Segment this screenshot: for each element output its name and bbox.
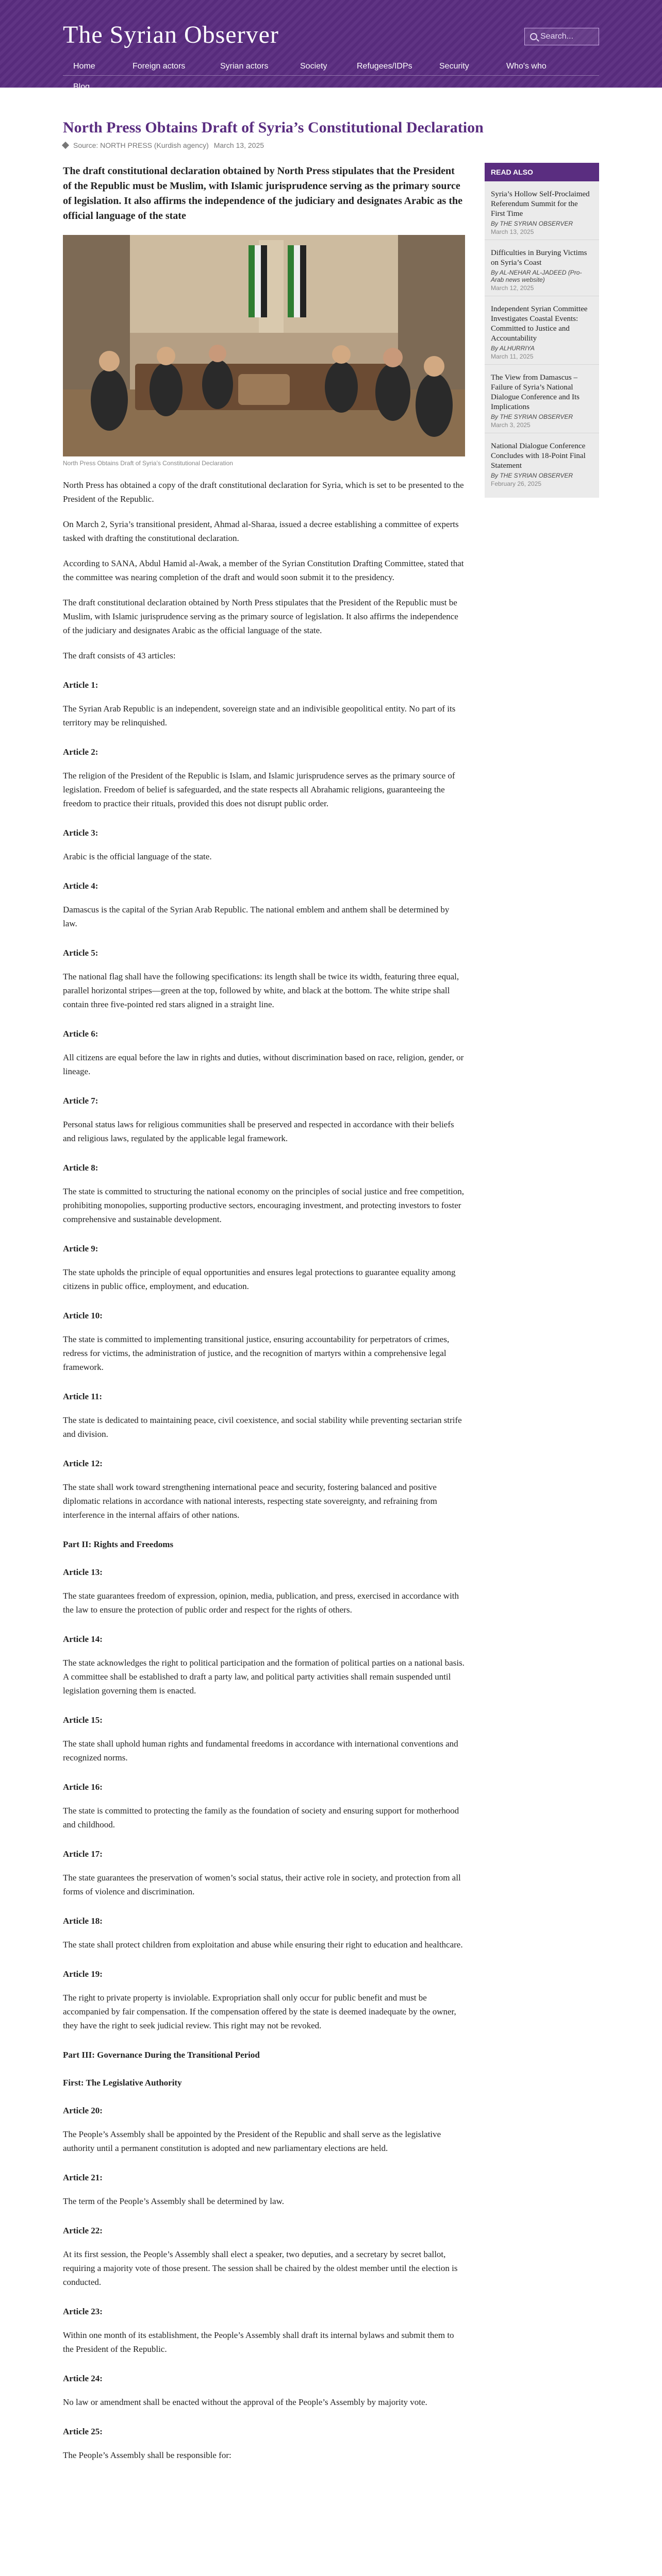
photo-caption: North Press Obtains Draft of Syria’s Constitutional Declaration (63, 460, 233, 467)
paragraph: The right to private property is inviolable. Expropriation shall only occur for public benefit and must be accompanied by fair compensation. If the compensation offered by the state is deemed inadequate by the owner, they have the right to seek judicial review. This right may not be revoked. (63, 1993, 456, 2030)
read-also-sidebar (485, 163, 599, 498)
section-heading: Article 4: (63, 881, 98, 891)
paragraph: The state is committed to structuring the national economy on the principles of social justice and free competition, prohibiting monopolies, supporting productive sectors, encouraging investment, and protecting investors to foster comprehensive and sustainable development. (63, 1187, 465, 1224)
related-date: March 12, 2025 (491, 284, 534, 292)
nav-item-syrian-actors[interactable]: Syrian actors (220, 62, 269, 71)
paragraph: The state upholds the principle of equal opportunities and ensures legal protections to guarantee equality among citizens in public office, employment, and education. (63, 1267, 456, 1291)
related-title[interactable]: The View from Damascus – Failure of Syria’s National Dialogue Conference and Its Implications (491, 374, 580, 411)
section-heading: Article 17: (63, 1849, 103, 1859)
site-header (0, 0, 662, 91)
paragraph: The religion of the President of the Republic is Islam, and Islamic jurisprudence serves as the primary source of legislation. Freedom of belief is safeguarded, and the state respects all Abrahamic religions, guaranteeing the freedom to practice their rituals, provided this does not disrupt public order. (63, 771, 455, 808)
section-heading: Article 24: (63, 2374, 103, 2383)
related-source: By THE SYRIAN OBSERVER (491, 413, 573, 420)
related-title[interactable]: Independent Syrian Committee Investigates Coastal Events: Committed to Justice and Accountability (491, 305, 588, 343)
section-heading: Article 19: (63, 1969, 103, 1979)
paragraph: The state shall protect children from exploitation and abuse while ensuring their right to education and healthcare. (63, 1940, 463, 1950)
article-body (63, 478, 465, 2462)
paragraph: The People’s Assembly shall be responsible for: (63, 2450, 231, 2460)
list-item[interactable] (485, 240, 599, 296)
section-heading: Article 1: (63, 680, 98, 690)
article-meta (63, 141, 465, 149)
related-date: March 13, 2025 (491, 228, 534, 235)
related-source: By THE SYRIAN OBSERVER (491, 220, 573, 227)
paragraph: The state shall uphold human rights and fundamental freedoms in accordance with international conventions and recognized norms. (63, 1739, 458, 1762)
section-heading: Article 23: (63, 2307, 103, 2316)
paragraph: The state is committed to protecting the family as the foundation of society and ensuring support for motherhood and childhood. (63, 1806, 459, 1829)
list-item[interactable] (485, 181, 599, 240)
section-heading: Part III: Governance During the Transitional Period (63, 2050, 260, 2060)
nav-item-society[interactable]: Society (300, 62, 327, 71)
sidebar-heading: READ ALSO (485, 163, 599, 181)
list-item[interactable] (485, 296, 599, 365)
related-date: February 26, 2025 (491, 480, 542, 487)
meeting-room-image (63, 235, 465, 456)
list-item[interactable] (485, 365, 599, 433)
section-heading: Article 12: (63, 1459, 103, 1468)
section-heading: Article 2: (63, 747, 98, 757)
paragraph: On March 2, Syria’s transitional president, Ahmad al-Sharaa, issued a decree establishing a committee of experts tasked with drafting the constitutional declaration. (63, 519, 459, 543)
related-date: March 3, 2025 (491, 421, 531, 429)
related-title[interactable]: Syria’s Hollow Self-Proclaimed Referendum Summit for the First Time (491, 190, 590, 218)
article-date: March 13, 2025 (213, 141, 264, 149)
related-title[interactable]: Difficulties in Burying Victims on Syria’s Coast (491, 249, 587, 267)
nav-item-foreign-actors[interactable]: Foreign actors (133, 62, 186, 71)
section-heading: Article 10: (63, 1311, 103, 1320)
section-heading: Article 13: (63, 1567, 103, 1577)
paragraph: The draft consists of 43 articles: (63, 651, 176, 660)
pen-icon (62, 142, 69, 149)
related-source: By ALHURRIYA (491, 345, 535, 352)
paragraph: All citizens are equal before the law in rights and duties, without discrimination based on race, religion, gender, or lineage. (63, 1053, 464, 1076)
paragraph: The state acknowledges the right to political participation and the formation of political parties on a national basis. A committee shall be established to draft a party law, and political party activities shall remain suspended until legislation governing them is enacted. (63, 1658, 465, 1696)
paragraph: The draft constitutional declaration obtained by North Press stipulates that the President of the Republic must be Muslim, with Islamic jurisprudence serving as the primary source of legislation. It also affirms the independence of the judiciary and designates Arabic as the official language of the state. (63, 598, 458, 635)
related-source: By AL-NEHAR AL-JADEED (Pro-Arab news website) (491, 269, 582, 283)
paragraph: The state guarantees freedom of expression, opinion, media, publication, and press, exercised in accordance with the law to ensure the protection of public order and respect for the rights of others. (63, 1591, 459, 1615)
section-heading: Article 3: (63, 828, 98, 838)
paragraph: According to SANA, Abdul Hamid al-Awak, a member of the Syrian Constitution Drafting Committee, stated that the committee was nearing completion of the draft and would soon submit it to the presidency. (63, 558, 464, 582)
section-heading: Article 21: (63, 2173, 103, 2182)
article-lede: The draft constitutional declaration obtained by North Press stipulates that the President of the Republic must be Muslim, with Islamic jurisprudence serving as the primary source of legislation. It also affirms the independence of the judiciary and designates Arabic as the official language of the state (63, 165, 462, 222)
section-heading: Article 14: (63, 1634, 103, 1644)
nav-item-home[interactable]: Home (73, 62, 95, 71)
section-heading: Article 6: (63, 1029, 98, 1039)
paragraph: Personal status laws for religious communities shall be preserved and respected in accordance with their beliefs and religious laws, regulated by the applicable legal framework. (63, 1120, 454, 1143)
article-source[interactable]: Source: NORTH PRESS (Kurdish agency) (73, 141, 209, 149)
paragraph: The term of the People’s Assembly shall be determined by law. (63, 2196, 284, 2206)
paragraph: At its first session, the People’s Assembly shall elect a speaker, two deputies, and a secretary by secret ballot, requiring a majority vote of those present. The session shall be chaired by the oldest member until the election is conducted. (63, 2249, 458, 2287)
related-title[interactable]: National Dialogue Conference Concludes with 18-Point Final Statement (491, 442, 586, 470)
search-input[interactable] (524, 28, 599, 45)
article-title: North Press Obtains Draft of Syria’s Constitutional Declaration (63, 119, 484, 136)
paragraph: No law or amendment shall be enacted without the approval of the People’s Assembly by majority vote. (63, 2397, 427, 2407)
related-date: March 11, 2025 (491, 353, 534, 360)
section-heading: Article 7: (63, 1096, 98, 1106)
section-heading: Article 25: (63, 2427, 103, 2436)
paragraph: The state is dedicated to maintaining peace, civil coexistence, and social stability while preventing sectarian strife and division. (63, 1415, 462, 1439)
section-heading: Article 20: (63, 2106, 103, 2115)
section-heading: Article 5: (63, 948, 98, 958)
section-heading: Article 15: (63, 1715, 103, 1725)
paragraph: Within one month of its establishment, the People’s Assembly shall draft its internal bylaws and submit them to the President of the Republic. (63, 2330, 454, 2354)
section-heading: Article 9: (63, 1244, 98, 1253)
section-heading: Article 22: (63, 2226, 103, 2235)
section-heading: Article 8: (63, 1163, 98, 1173)
paragraph: The People’s Assembly shall be appointed by the President of the Republic and shall serve as the legislative authority until a permanent constitution is adopted and new parliamentary elections are held. (63, 2129, 441, 2153)
paragraph: The national flag shall have the following specifications: its length shall be twice its width, featuring three equal, parallel horizontal stripes—green at the top, followed by white, and black at the bottom. The white stripe shall contain three five-pointed red stars aligned in a straight line. (63, 972, 459, 1009)
paragraph: The Syrian Arab Republic is an independent, sovereign state and an indivisible geopolitical entity. No part of its territory may be relinquished. (63, 704, 456, 727)
search-placeholder: Search... (540, 32, 574, 41)
paragraph: North Press has obtained a copy of the draft constitutional declaration for Syria, which is set to be presented to the President of the Republic. (63, 480, 464, 504)
section-heading: Article 11: (63, 1392, 102, 1401)
site-title[interactable]: The Syrian Observer (63, 21, 279, 48)
nav-item-whos-who[interactable]: Who's who (506, 62, 547, 71)
section-heading: Article 18: (63, 1916, 103, 1926)
paragraph: Arabic is the official language of the state. (63, 852, 212, 861)
nav-item-security[interactable]: Security (439, 62, 469, 71)
paragraph: The state shall work toward strengthening international peace and security, fostering balanced and positive diplomatic relations in accordance with national interests, respecting state sovereignty, and refraining from interference in the internal affairs of other nations. (63, 1482, 437, 1520)
section-heading: Part II: Rights and Freedoms (63, 1539, 174, 1549)
nav-item-refugees[interactable]: Refugees/IDPs (357, 62, 412, 71)
list-item[interactable] (485, 433, 599, 492)
paragraph: The state is committed to implementing transitional justice, ensuring accountability for perpetrators of crimes, redress for victims, the administration of justice, and the recognition of martyrs within a comprehensive legal framework. (63, 1334, 450, 1372)
article (63, 118, 484, 2462)
section-heading: First: The Legislative Authority (63, 2078, 182, 2088)
related-source: By THE SYRIAN OBSERVER (491, 472, 573, 479)
nav-divider (63, 75, 599, 76)
article-photo (63, 235, 465, 456)
nav-item-blog[interactable]: Blog (73, 82, 90, 91)
section-heading: Article 16: (63, 1782, 103, 1792)
paragraph: The state guarantees the preservation of women’s social status, their active role in society, and protection from all forms of violence and discrimination. (63, 1873, 461, 1896)
paragraph: Damascus is the capital of the Syrian Arab Republic. The national emblem and anthem shall be determined by law. (63, 905, 450, 928)
search-icon (530, 33, 537, 40)
